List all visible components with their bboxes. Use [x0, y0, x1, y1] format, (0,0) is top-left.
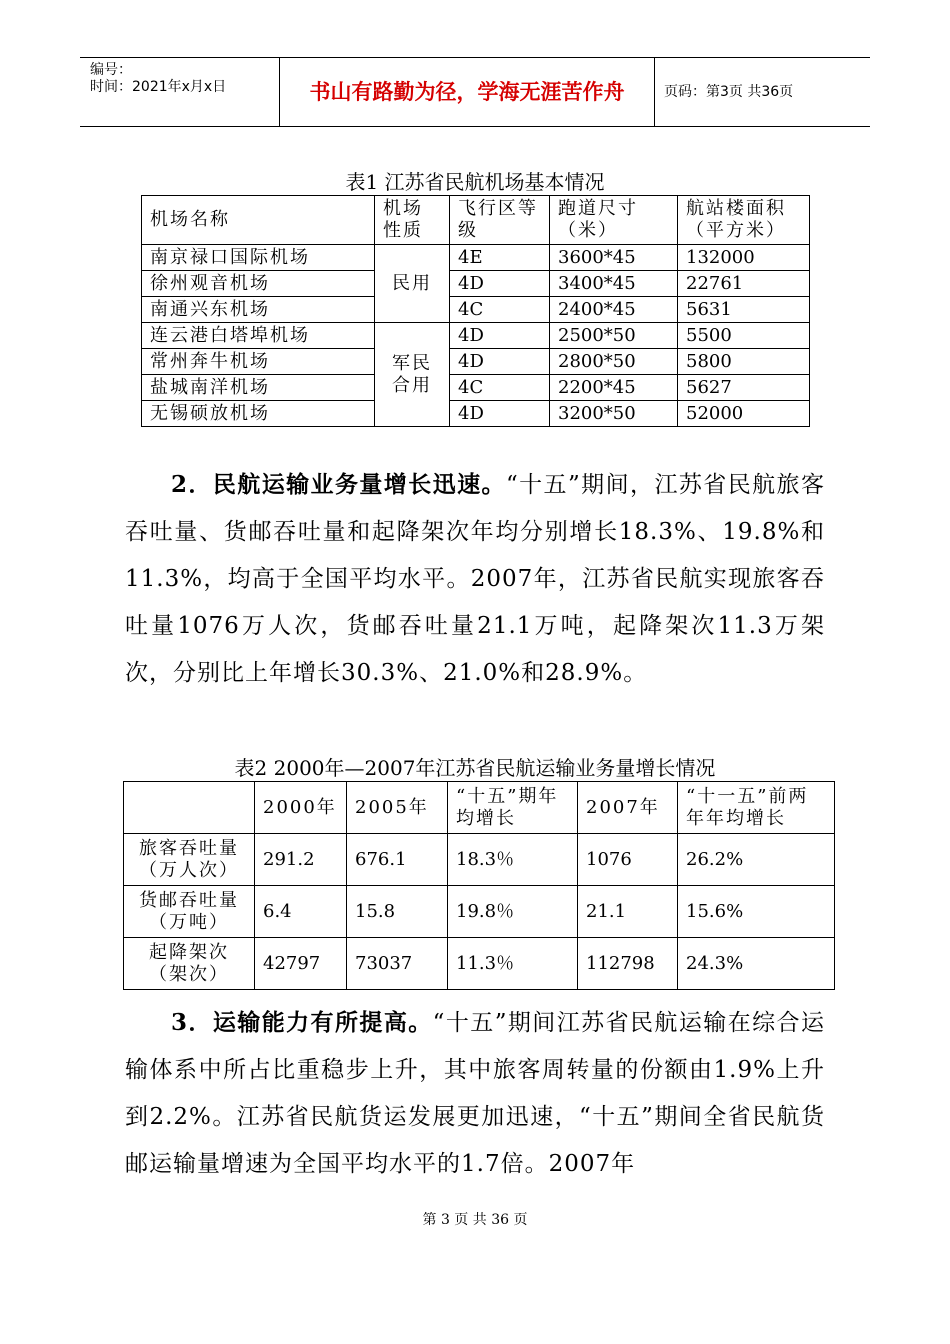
table-cell: 4D: [450, 271, 550, 297]
table-row: [142, 401, 810, 427]
table-cell: 4C: [450, 375, 550, 401]
table-cell: 4D: [450, 401, 550, 427]
page-footer: 第 3 页 共 36 页: [422, 1212, 528, 1228]
airport-name-cell: 南京禄口国际机场: [142, 245, 375, 271]
table-row: [142, 271, 810, 297]
table-cell: 676.1: [347, 834, 448, 886]
traffic-growth-table: [123, 781, 835, 990]
table-cell: 15.8: [347, 886, 448, 938]
table-header-cell: 飞行区等 级: [450, 196, 550, 245]
airport-name-cell: 常州奔牛机场: [142, 349, 375, 375]
table-cell: 19.8％: [448, 886, 578, 938]
table-cell: 6.4: [255, 886, 347, 938]
para3-lead: 3．运输能力有所提高。: [171, 1009, 433, 1036]
airport-name-cell: 徐州观音机场: [142, 271, 375, 297]
table-header-row: [142, 196, 810, 245]
table-cell: 2400*45: [550, 297, 678, 323]
table-header-cell: 2005年: [347, 782, 448, 834]
table-header-cell: 2007年: [578, 782, 678, 834]
table-row: [142, 349, 810, 375]
header-meta: [80, 58, 280, 126]
table-cell: 26.2%: [678, 834, 835, 886]
table-header-cell: 2000年: [255, 782, 347, 834]
table2-caption: 表2 2000年—2007年江苏省民航运输业务量增长情况: [234, 756, 716, 780]
table-cell: 21.1: [578, 886, 678, 938]
table-cell: 112798: [578, 938, 678, 990]
table1-caption: 表1 江苏省民航机场基本情况: [345, 170, 605, 194]
paragraph-2: [125, 461, 825, 697]
table-cell: 4E: [450, 245, 550, 271]
table-cell: 5500: [678, 323, 810, 349]
table-header-cell: 机场性质: [375, 196, 450, 245]
table-cell: 4D: [450, 323, 550, 349]
airport-name-cell: 盐城南洋机场: [142, 375, 375, 401]
table-cell: 5627: [678, 375, 810, 401]
table-cell: 11.3％: [448, 938, 578, 990]
table-cell: 15.6%: [678, 886, 835, 938]
table-row: [124, 938, 835, 990]
table-cell: 52000: [678, 401, 810, 427]
row-label-cell: 旅客吞吐量（万人次）: [124, 834, 255, 886]
number-label: 编号：: [90, 62, 132, 78]
header-page-info: 页码：第3页 共36页: [664, 84, 794, 100]
table-cell: 2500*50: [550, 323, 678, 349]
airport-nature-cell: 民用: [375, 245, 450, 323]
table-cell: 132000: [678, 245, 810, 271]
airport-table: [141, 195, 810, 427]
table-row: [142, 245, 810, 271]
table-cell: 291.2: [255, 834, 347, 886]
table-header-cell: [124, 782, 255, 834]
table-cell: 3200*50: [550, 401, 678, 427]
paragraph-3: [125, 999, 825, 1188]
table-row: [142, 375, 810, 401]
table-cell: 73037: [347, 938, 448, 990]
table-header-row: [124, 782, 835, 834]
table-header-cell: 航站楼面积（平方米）: [678, 196, 810, 245]
airport-nature-cell: 军民合用: [375, 323, 450, 427]
para2-text: “十五”期间，江苏省民航旅客吞吐量、货邮吞吐量和起降架次年均分别增长18.3%、19.8%和11.3%，均高于全国平均水平。2007年，江苏省民航实现旅客吞吐量1076万人次，货邮吞吐量21.1万吨，起降架次11.3万架次，分别比上年增长30.3%、21.0%和28.9%。: [125, 472, 825, 686]
table-cell: 18.3％: [448, 834, 578, 886]
table-cell: 2200*45: [550, 375, 678, 401]
table-cell: 22761: [678, 271, 810, 297]
table-cell: 4D: [450, 349, 550, 375]
table-cell: 3400*45: [550, 271, 678, 297]
table-row: [124, 886, 835, 938]
para3-text: “十五”期间江苏省民航运输在综合运输体系中所占比重稳步上升，其中旅客周转量的份额由1.9%上升到2.2%。江苏省民航货运发展更加迅速，“十五”期间全省民航货邮运输量增速为全国平均水平的1.7倍。2007年: [125, 1010, 825, 1177]
table-header-cell: “十一五”前两年年均增长: [678, 782, 835, 834]
table-cell: 4C: [450, 297, 550, 323]
table-cell: 24.3%: [678, 938, 835, 990]
para2-lead: 2．民航运输业务量增长迅速。: [171, 471, 506, 498]
airport-name-cell: 无锡硕放机场: [142, 401, 375, 427]
time-label: 时间：2021年x月x日: [90, 79, 227, 95]
table-row: [142, 323, 810, 349]
table-row: [142, 297, 810, 323]
row-label-cell: 货邮吞吐量（万吨）: [124, 886, 255, 938]
table-cell: 5800: [678, 349, 810, 375]
table-cell: 1076: [578, 834, 678, 886]
table-header-cell: 跑道尺寸（米）: [550, 196, 678, 245]
airport-name-cell: 南通兴东机场: [142, 297, 375, 323]
table-header-cell: 机场名称: [142, 196, 375, 245]
table-header-cell: “十五”期年均增长: [448, 782, 578, 834]
header-motto: 书山有路勤为径，学海无涯苦作舟: [280, 58, 655, 126]
table-row: [124, 834, 835, 886]
table-cell: 2800*50: [550, 349, 678, 375]
table-cell: 5631: [678, 297, 810, 323]
row-label-cell: 起降架次（架次）: [124, 938, 255, 990]
table-cell: 42797: [255, 938, 347, 990]
airport-name-cell: 连云港白塔埠机场: [142, 323, 375, 349]
table-cell: 3600*45: [550, 245, 678, 271]
page-header: [80, 57, 870, 127]
